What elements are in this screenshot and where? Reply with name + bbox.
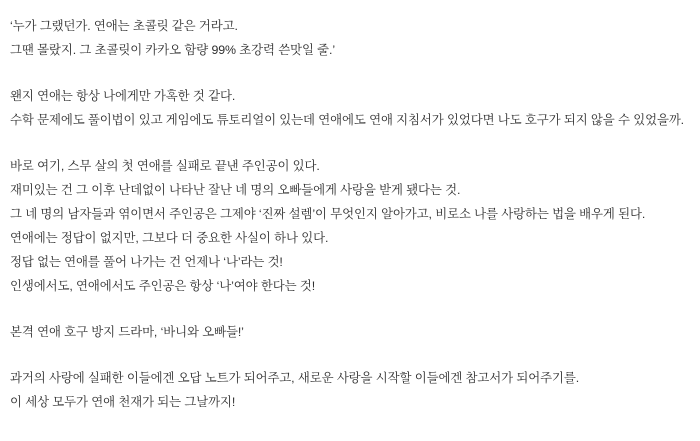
text-line: 이 세상 모두가 연애 천재가 되는 그날까지! [10, 395, 236, 409]
text-line: 연애에는 정답이 없지만, 그보다 더 중요한 사실이 하나 있다. [10, 231, 329, 245]
paragraph-spacer [10, 344, 690, 366]
text-line: 인생에서도, 연애에서도 주인공은 항상 ‘나’여야 한다는 것! [10, 279, 316, 293]
text-line: 과거의 사랑에 실패한 이들에겐 오답 노트가 되어주고, 새로운 사랑을 시작할 이들에겐 참고서가 되어주기를. [10, 371, 580, 385]
paragraph-closing [10, 366, 690, 414]
paragraph-tagline [10, 320, 690, 344]
paragraph-reflection [10, 84, 690, 132]
paragraph-spacer [10, 132, 690, 154]
text-line: 바로 여기, 스무 살의 첫 연애를 실패로 끝낸 주인공이 있다. [10, 159, 320, 173]
text-line: 재미있는 건 그 이후 난데없이 나타난 잘난 네 명의 오빠들에게 사랑을 받게 됐다는 것. [10, 183, 461, 197]
text-line: 수학 문제에도 풀이법이 있고 게임에도 튜토리얼이 있는데 연애에도 연애 지침서가 있었다면 나도 호구가 되지 않을 수 있었을까. [10, 113, 685, 127]
text-line: ‘누가 그랬던가. 연애는 초콜릿 같은 거라고. [10, 19, 238, 33]
text-line: 그땐 몰랐지. 그 초콜릿이 카카오 함량 99% 초강력 쓴맛일 줄.’ [10, 43, 336, 57]
text-line: 본격 연애 호구 방지 드라마, ‘바니와 오빠들!’ [10, 325, 244, 339]
paragraph-synopsis [10, 154, 690, 298]
text-line: 정답 없는 연애를 풀어 나가는 건 언제나 ‘나’라는 것! [10, 255, 283, 269]
paragraph-spacer [10, 62, 690, 84]
paragraph-quote-intro [10, 14, 690, 62]
paragraph-spacer [10, 298, 690, 320]
text-line: 그 네 명의 남자들과 엮이면서 주인공은 그제야 ‘진짜 설렘’이 무엇인지 알아가고, 비로소 나를 사랑하는 법을 배우게 된다. [10, 207, 646, 221]
text-line: 왠지 연애는 항상 나에게만 가혹한 것 같다. [10, 89, 236, 103]
